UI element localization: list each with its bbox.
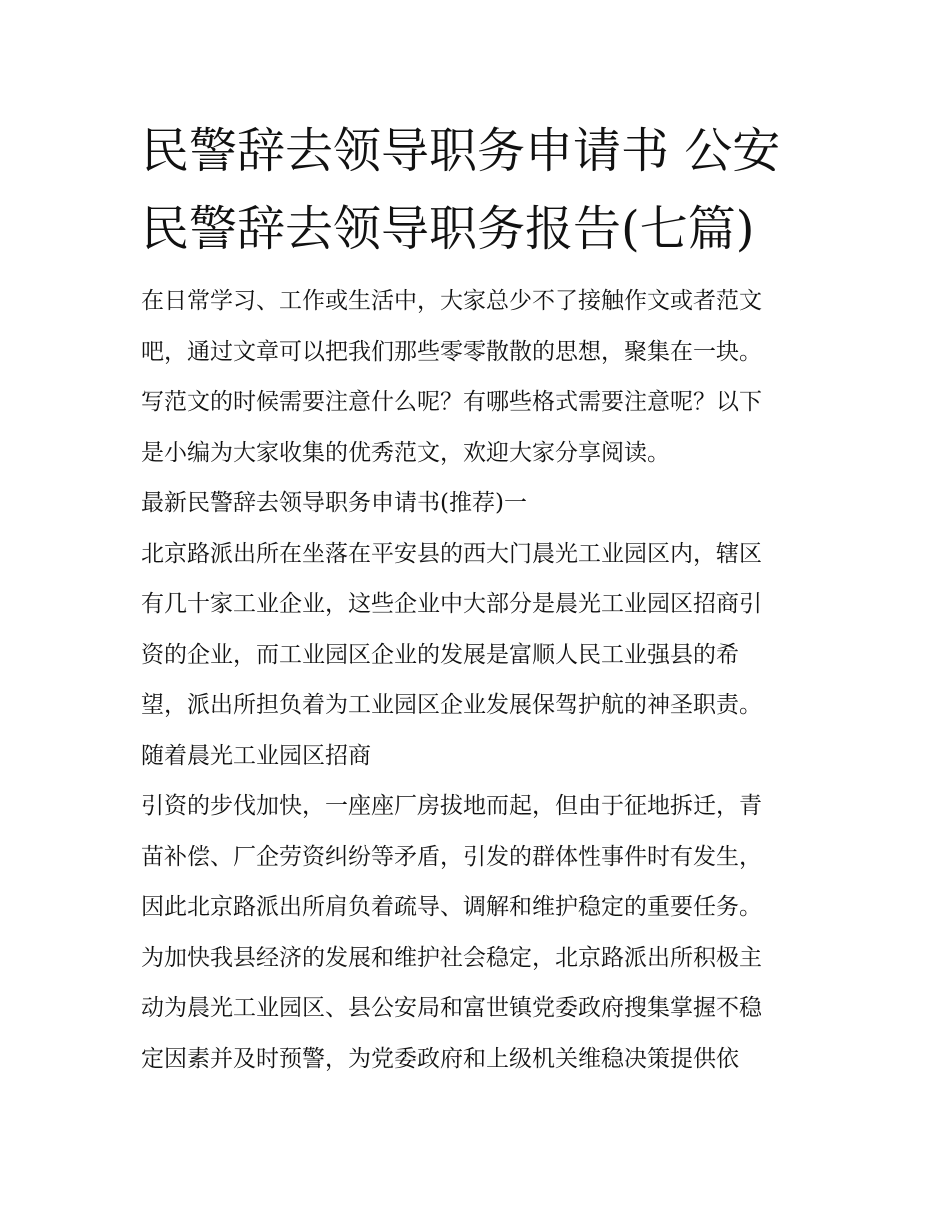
document-body	[141, 276, 821, 1084]
body-line: 北京路派出所在坐落在平安县的西大门晨光工业园区内，辖区	[141, 540, 762, 567]
body-line: 是小编为大家收集的优秀范文，欢迎大家分享阅读。	[141, 439, 670, 466]
document-title	[141, 112, 821, 268]
body-line: 写范文的时候需要注意什么呢？有哪些格式需要注意呢？以下	[141, 389, 762, 415]
body-line: 定因素并及时预警，为党委政府和上级机关维稳决策提供依	[141, 1045, 739, 1072]
body-line: 引资的步伐加快，一座座厂房拔地而起，但由于征地拆迁，青	[141, 793, 762, 819]
body-line: 随着晨光工业园区招商	[141, 742, 371, 769]
title-line: 民警辞去领导职务报告(七篇)	[141, 201, 755, 257]
title-line: 民警辞去领导职务申请书 公安	[141, 123, 781, 179]
document-page	[141, 112, 821, 1084]
body-line: 为加快我县经济的发展和维护社会稳定，北京路派出所积极主	[141, 944, 762, 971]
body-line: 苗补偿、厂企劳资纠纷等矛盾，引发的群体性事件时有发生，	[141, 843, 762, 870]
body-line: 吧，通过文章可以把我们那些零零散散的思想，聚集在一块。	[141, 338, 762, 365]
body-line: 望，派出所担负着为工业园区企业发展保驾护航的神圣职责。	[141, 692, 762, 718]
body-line: 有几十家工业企业，这些企业中大部分是晨光工业园区招商引	[141, 591, 762, 617]
body-line: 动为晨光工业园区、县公安局和富世镇党委政府搜集掌握不稳	[141, 995, 762, 1021]
body-line: 因此北京路派出所肩负着疏导、调解和维护稳定的重要任务。	[141, 894, 762, 920]
body-line: 资的企业，而工业园区企业的发展是富顺人民工业强县的希	[141, 641, 739, 668]
section-heading: 最新民警辞去领导职务申请书(推荐)一	[141, 490, 527, 516]
body-line: 在日常学习、工作或生活中，大家总少不了接触作文或者范文	[141, 288, 762, 314]
